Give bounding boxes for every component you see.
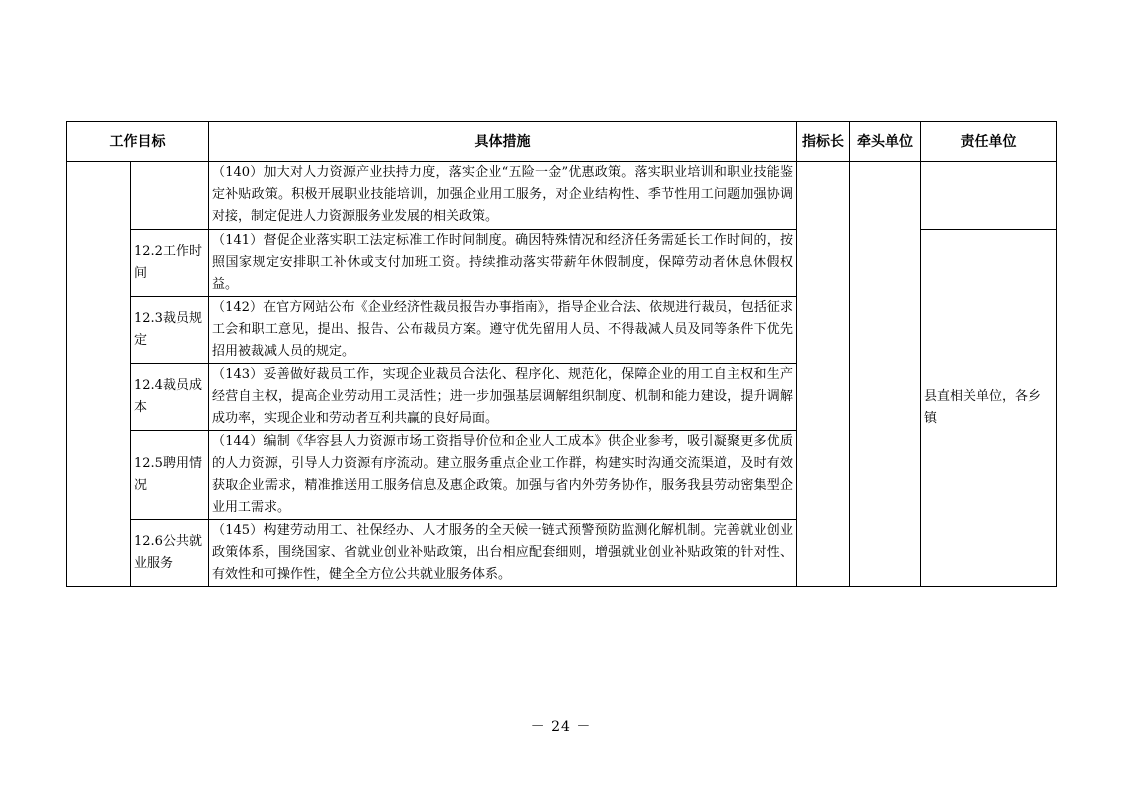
header-responsible-unit: 责任单位 — [921, 122, 1057, 162]
header-indicator-lead: 指标长 — [797, 122, 850, 162]
measure-cell: （140）加大对人力资源产业扶持力度，落实企业“五险一金”优惠政策。落实职业培训和职业技能鉴定补贴政策。积极开展职业技能培训，加强企业用工服务，对企业结构性、季节性用工问题加强协调对接，制定促进人力资源服务业发展的相关政策。 — [209, 162, 797, 230]
sub-goal-cell: 12.4裁员成本 — [131, 364, 209, 431]
responsible-unit-cell: 县直相关单位，各乡镇 — [921, 230, 1057, 587]
sub-goal-cell: 12.3裁员规定 — [131, 297, 209, 364]
sub-goal-cell: 12.5聘用情况 — [131, 431, 209, 520]
measure-cell: （145）构建劳动用工、社保经办、人才服务的全天候一链式预警预防监测化解机制。完善就业创业政策体系，围绕国家、省就业创业补贴政策，出台相应配套细则，增强就业创业补贴政策的针对性、有效性和可操作性，健全全方位公共就业服务体系。 — [209, 520, 797, 587]
policy-table — [66, 121, 1057, 587]
header-lead-unit: 牵头单位 — [850, 122, 921, 162]
sub-goal-cell: 12.6公共就业服务 — [131, 520, 209, 587]
table-header-row — [67, 122, 1057, 162]
header-goal: 工作目标 — [67, 122, 209, 162]
sub-goal-cell: 12.2工作时间 — [131, 230, 209, 297]
page-number: － 24 － — [530, 719, 592, 735]
measure-cell: （143）妥善做好裁员工作，实现企业裁员合法化、程序化、规范化，保障企业的用工自主权和生产经营自主权，提高企业劳动用工灵活性；进一步加强基层调解组织制度、机制和能力建设，提升调解成功率，实现企业和劳动者互利共赢的良好局面。 — [209, 364, 797, 431]
goal-cell — [67, 162, 131, 587]
responsible-unit-cell — [921, 162, 1057, 230]
sub-goal-cell — [131, 162, 209, 230]
indicator-lead-cell — [797, 162, 850, 587]
lead-unit-cell — [850, 162, 921, 587]
header-measures: 具体措施 — [209, 122, 797, 162]
table-row — [67, 162, 1057, 230]
measure-cell: （142）在官方网站公布《企业经济性裁员报告办事指南》，指导企业合法、依规进行裁员，包括征求工会和职工意见，提出、报告、公布裁员方案。遵守优先留用人员、不得裁减人员及同等条件下优先招用被裁减人员的规定。 — [209, 297, 797, 364]
measure-cell: （141）督促企业落实职工法定标准工作时间制度。确因特殊情况和经济任务需延长工作时间的，按照国家规定安排职工补休或支付加班工资。持续推动落实带薪年休假制度，保障劳动者休息休假权益。 — [209, 230, 797, 297]
measure-cell: （144）编制《华容县人力资源市场工资指导价位和企业人工成本》供企业参考，吸引凝聚更多优质的人力资源，引导人力资源有序流动。建立服务重点企业工作群，构建实时沟通交流渠道，及时有效获取企业需求，精准推送用工服务信息及惠企政策。加强与省内外劳务协作，服务我县劳动密集型企业用工需求。 — [209, 431, 797, 520]
